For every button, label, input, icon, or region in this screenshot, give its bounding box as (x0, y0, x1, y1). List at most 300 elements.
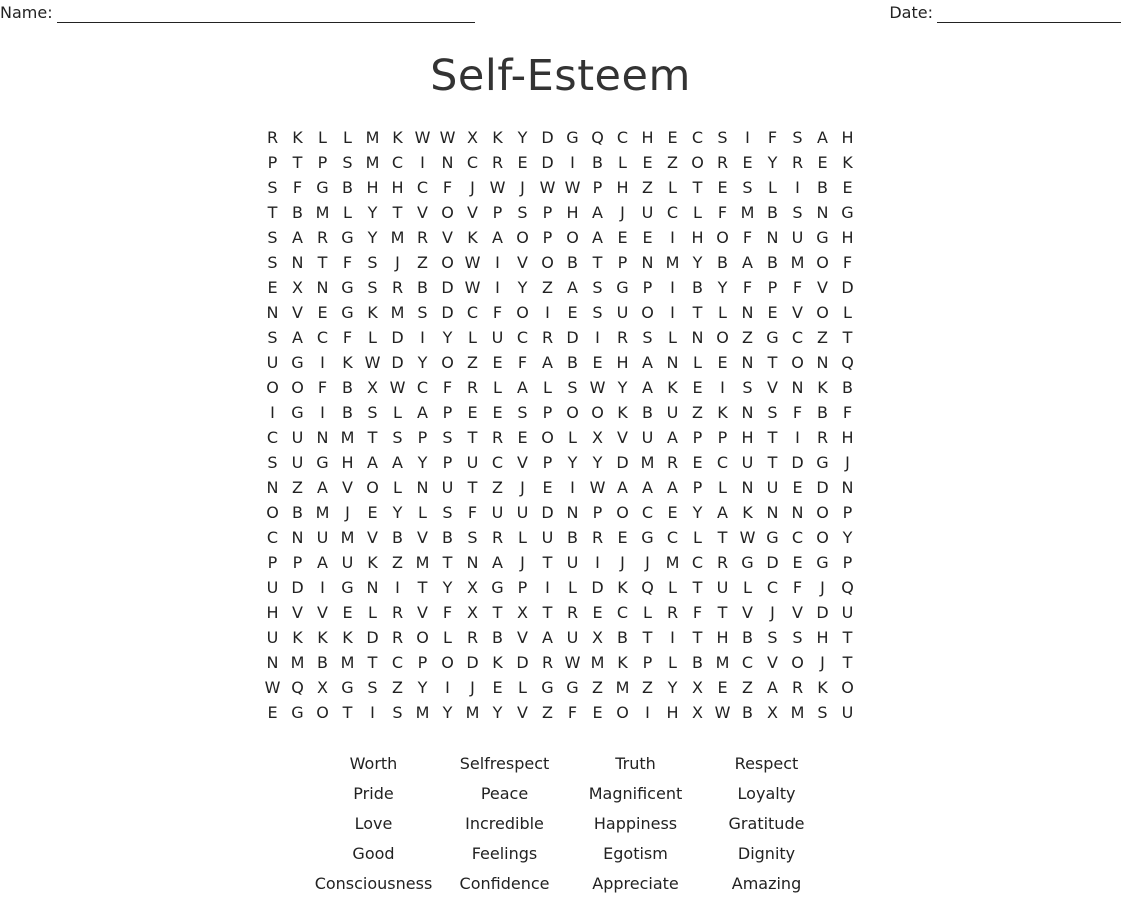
grid-letter[interactable]: O (566, 403, 579, 422)
grid-letter[interactable]: A (592, 228, 603, 247)
grid-letter[interactable]: O (791, 353, 804, 372)
grid-letter[interactable]: L (668, 328, 677, 347)
grid-letter[interactable]: O (441, 353, 454, 372)
grid-letter[interactable]: B (342, 178, 353, 197)
grid-letter[interactable]: N (741, 478, 754, 497)
grid-letter[interactable]: E (742, 153, 753, 172)
grid-letter[interactable]: U (541, 528, 554, 547)
grid-letter[interactable]: S (467, 528, 478, 547)
grid-letter[interactable]: I (270, 403, 275, 422)
grid-letter[interactable]: Z (817, 328, 828, 347)
grid-letter[interactable]: F (567, 703, 578, 722)
grid-letter[interactable]: S (342, 153, 353, 172)
grid-letter[interactable]: G (841, 203, 854, 222)
grid-letter[interactable]: T (542, 553, 553, 572)
grid-letter[interactable]: U (516, 503, 529, 522)
grid-letter[interactable]: K (292, 628, 303, 647)
grid-letter[interactable]: N (666, 353, 679, 372)
grid-letter[interactable]: H (341, 453, 354, 472)
grid-letter[interactable]: V (292, 603, 303, 622)
grid-letter[interactable]: B (392, 528, 403, 547)
grid-letter[interactable]: Q (841, 578, 854, 597)
grid-letter[interactable]: D (441, 303, 454, 322)
grid-letter[interactable]: I (670, 628, 675, 647)
grid-letter[interactable]: V (517, 253, 528, 272)
grid-letter[interactable]: H (566, 203, 579, 222)
grid-letter[interactable]: R (491, 428, 504, 447)
grid-letter[interactable]: L (768, 178, 777, 197)
grid-letter[interactable]: R (391, 603, 404, 622)
grid-letter[interactable]: S (442, 428, 453, 447)
grid-letter[interactable]: G (341, 578, 354, 597)
grid-letter[interactable]: M (315, 203, 330, 222)
grid-letter[interactable]: B (417, 278, 428, 297)
grid-letter[interactable]: Z (642, 178, 653, 197)
grid-letter[interactable]: O (366, 478, 379, 497)
grid-letter[interactable]: S (267, 253, 278, 272)
grid-letter[interactable]: C (666, 203, 679, 222)
grid-letter[interactable]: S (392, 428, 403, 447)
grid-letter[interactable]: M (640, 453, 655, 472)
grid-letter[interactable]: F (692, 603, 703, 622)
grid-letter[interactable]: L (668, 178, 677, 197)
grid-letter[interactable]: S (592, 278, 603, 297)
grid-letter[interactable]: G (316, 453, 329, 472)
grid-letter[interactable]: O (641, 303, 654, 322)
grid-letter[interactable]: Q (841, 353, 854, 372)
grid-letter[interactable]: O (416, 628, 429, 647)
grid-letter[interactable]: C (516, 328, 529, 347)
grid-letter[interactable]: Z (417, 253, 428, 272)
grid-letter[interactable]: V (767, 378, 778, 397)
grid-letter[interactable]: E (467, 403, 478, 422)
grid-letter[interactable]: L (518, 678, 527, 697)
grid-letter[interactable]: V (617, 428, 628, 447)
grid-letter[interactable]: Y (517, 278, 528, 297)
grid-letter[interactable]: T (717, 603, 728, 622)
grid-letter[interactable]: T (392, 203, 403, 222)
grid-letter[interactable]: C (466, 303, 479, 322)
grid-letter[interactable]: M (390, 303, 405, 322)
grid-letter[interactable]: F (842, 253, 853, 272)
grid-letter[interactable]: K (367, 553, 378, 572)
grid-letter[interactable]: C (741, 653, 754, 672)
grid-letter[interactable]: X (592, 628, 603, 647)
grid-letter[interactable]: I (745, 128, 750, 147)
grid-letter[interactable]: T (642, 628, 653, 647)
grid-letter[interactable]: C (716, 453, 729, 472)
grid-letter[interactable]: B (292, 503, 303, 522)
grid-letter[interactable]: S (367, 678, 378, 697)
grid-letter[interactable]: L (743, 578, 752, 597)
grid-letter[interactable]: R (541, 653, 554, 672)
grid-letter[interactable]: H (366, 178, 379, 197)
grid-letter[interactable]: R (716, 553, 729, 572)
grid-letter[interactable]: G (541, 678, 554, 697)
grid-letter[interactable]: I (795, 428, 800, 447)
grid-letter[interactable]: P (417, 428, 428, 447)
grid-letter[interactable]: E (717, 353, 728, 372)
grid-letter[interactable]: A (292, 328, 303, 347)
grid-letter[interactable]: A (617, 478, 628, 497)
grid-letter[interactable]: U (616, 303, 629, 322)
grid-letter[interactable]: B (717, 253, 728, 272)
grid-letter[interactable]: T (492, 603, 503, 622)
grid-letter[interactable]: M (790, 253, 805, 272)
grid-letter[interactable]: E (817, 153, 828, 172)
grid-letter[interactable]: U (741, 453, 754, 472)
grid-letter[interactable]: H (641, 128, 654, 147)
grid-letter[interactable]: P (417, 653, 428, 672)
grid-letter[interactable]: N (841, 478, 854, 497)
grid-letter[interactable]: T (542, 603, 553, 622)
grid-letter[interactable]: H (666, 703, 679, 722)
grid-letter[interactable]: T (842, 653, 853, 672)
grid-letter[interactable]: Y (567, 453, 578, 472)
grid-letter[interactable]: C (491, 453, 504, 472)
grid-letter[interactable]: N (741, 403, 754, 422)
grid-letter[interactable]: U (766, 478, 779, 497)
grid-letter[interactable]: S (367, 278, 378, 297)
grid-letter[interactable]: L (368, 603, 377, 622)
grid-letter[interactable]: F (317, 378, 328, 397)
grid-letter[interactable]: G (766, 328, 779, 347)
name-underline[interactable] (57, 6, 475, 23)
grid-letter[interactable]: O (716, 328, 729, 347)
grid-letter[interactable]: I (420, 328, 425, 347)
grid-letter[interactable]: X (467, 603, 478, 622)
grid-letter[interactable]: I (320, 353, 325, 372)
grid-letter[interactable]: J (645, 553, 650, 572)
grid-letter[interactable]: W (589, 478, 606, 497)
grid-letter[interactable]: V (792, 303, 803, 322)
grid-letter[interactable]: B (842, 378, 853, 397)
grid-letter[interactable]: P (592, 178, 603, 197)
grid-letter[interactable]: U (716, 578, 729, 597)
grid-letter[interactable]: F (767, 128, 778, 147)
grid-letter[interactable]: L (443, 628, 452, 647)
grid-letter[interactable]: G (816, 453, 829, 472)
grid-letter[interactable]: Y (592, 453, 603, 472)
grid-letter[interactable]: J (770, 603, 775, 622)
grid-letter[interactable]: C (791, 528, 804, 547)
grid-letter[interactable]: O (616, 503, 629, 522)
grid-letter[interactable]: M (665, 553, 680, 572)
grid-letter[interactable]: N (766, 228, 779, 247)
grid-letter[interactable]: H (841, 228, 854, 247)
grid-letter[interactable]: Z (392, 678, 403, 697)
grid-letter[interactable]: D (541, 128, 554, 147)
grid-letter[interactable]: R (541, 328, 554, 347)
grid-letter[interactable]: R (391, 628, 404, 647)
grid-letter[interactable]: S (642, 328, 653, 347)
grid-letter[interactable]: S (267, 453, 278, 472)
grid-letter[interactable]: N (316, 278, 329, 297)
grid-letter[interactable]: D (841, 278, 854, 297)
grid-letter[interactable]: P (517, 578, 528, 597)
grid-letter[interactable]: X (467, 578, 478, 597)
grid-letter[interactable]: U (491, 328, 504, 347)
grid-letter[interactable]: L (693, 353, 702, 372)
grid-letter[interactable]: N (741, 353, 754, 372)
grid-letter[interactable]: A (542, 353, 553, 372)
grid-letter[interactable]: D (391, 353, 404, 372)
grid-letter[interactable]: U (641, 203, 654, 222)
grid-letter[interactable]: F (492, 303, 503, 322)
grid-letter[interactable]: R (491, 528, 504, 547)
grid-letter[interactable]: C (316, 328, 329, 347)
grid-letter[interactable]: N (266, 653, 279, 672)
grid-letter[interactable]: E (492, 403, 503, 422)
grid-letter[interactable]: M (740, 203, 755, 222)
grid-letter[interactable]: F (342, 328, 353, 347)
grid-letter[interactable]: P (542, 203, 553, 222)
grid-letter[interactable]: O (816, 503, 829, 522)
grid-letter[interactable]: S (742, 378, 753, 397)
grid-letter[interactable]: J (470, 178, 475, 197)
grid-letter[interactable]: N (441, 153, 454, 172)
grid-letter[interactable]: T (717, 528, 728, 547)
grid-letter[interactable]: I (420, 153, 425, 172)
grid-letter[interactable]: V (817, 278, 828, 297)
grid-letter[interactable]: P (692, 478, 703, 497)
grid-letter[interactable]: R (816, 428, 829, 447)
grid-letter[interactable]: S (742, 178, 753, 197)
grid-letter[interactable]: G (491, 578, 504, 597)
grid-letter[interactable]: N (566, 503, 579, 522)
grid-letter[interactable]: T (417, 578, 428, 597)
grid-letter[interactable]: C (391, 153, 404, 172)
grid-letter[interactable]: Z (392, 553, 403, 572)
grid-letter[interactable]: Z (592, 678, 603, 697)
grid-letter[interactable]: B (592, 153, 603, 172)
grid-letter[interactable]: G (291, 403, 304, 422)
grid-letter[interactable]: T (467, 478, 478, 497)
grid-letter[interactable]: B (567, 528, 578, 547)
grid-letter[interactable]: S (417, 303, 428, 322)
grid-letter[interactable]: V (417, 203, 428, 222)
grid-letter[interactable]: Y (417, 678, 428, 697)
grid-letter[interactable]: C (616, 603, 629, 622)
grid-letter[interactable]: D (766, 553, 779, 572)
grid-letter[interactable]: H (841, 428, 854, 447)
grid-letter[interactable]: V (767, 653, 778, 672)
grid-letter[interactable]: N (316, 428, 329, 447)
grid-letter[interactable]: F (742, 228, 753, 247)
grid-letter[interactable]: S (367, 403, 378, 422)
grid-letter[interactable]: D (591, 578, 604, 597)
grid-letter[interactable]: M (615, 678, 630, 697)
grid-letter[interactable]: M (390, 228, 405, 247)
grid-letter[interactable]: Y (417, 353, 428, 372)
grid-letter[interactable]: I (670, 278, 675, 297)
grid-letter[interactable]: P (492, 203, 503, 222)
grid-letter[interactable]: O (516, 303, 529, 322)
grid-letter[interactable]: B (767, 253, 778, 272)
grid-letter[interactable]: W (564, 653, 581, 672)
grid-letter[interactable]: H (616, 353, 629, 372)
grid-letter[interactable]: H (391, 178, 404, 197)
grid-letter[interactable]: E (267, 278, 278, 297)
grid-letter[interactable]: A (742, 253, 753, 272)
grid-letter[interactable]: C (616, 128, 629, 147)
grid-letter[interactable]: J (520, 553, 525, 572)
grid-letter[interactable]: K (717, 403, 728, 422)
grid-letter[interactable]: O (316, 703, 329, 722)
grid-letter[interactable]: M (415, 703, 430, 722)
grid-letter[interactable]: L (693, 528, 702, 547)
grid-letter[interactable]: N (741, 303, 754, 322)
grid-letter[interactable]: S (792, 628, 803, 647)
grid-letter[interactable]: Y (492, 703, 503, 722)
grid-letter[interactable]: G (316, 178, 329, 197)
grid-letter[interactable]: S (367, 253, 378, 272)
grid-letter[interactable]: G (741, 553, 754, 572)
grid-letter[interactable]: X (767, 703, 778, 722)
grid-letter[interactable]: O (441, 203, 454, 222)
grid-letter[interactable]: E (792, 553, 803, 572)
grid-letter[interactable]: B (567, 253, 578, 272)
grid-letter[interactable]: R (491, 153, 504, 172)
grid-letter[interactable]: P (542, 403, 553, 422)
grid-letter[interactable]: B (692, 278, 703, 297)
grid-letter[interactable]: L (568, 578, 577, 597)
grid-letter[interactable]: W (464, 253, 481, 272)
grid-letter[interactable]: I (570, 478, 575, 497)
grid-letter[interactable]: A (767, 678, 778, 697)
grid-letter[interactable]: P (442, 453, 453, 472)
grid-letter[interactable]: O (266, 503, 279, 522)
grid-letter[interactable]: O (516, 228, 529, 247)
grid-letter[interactable]: Y (692, 503, 703, 522)
grid-letter[interactable]: L (843, 303, 852, 322)
grid-letter[interactable]: I (395, 578, 400, 597)
grid-letter[interactable]: P (717, 428, 728, 447)
grid-letter[interactable]: Z (542, 703, 553, 722)
grid-letter[interactable]: D (566, 328, 579, 347)
grid-letter[interactable]: M (790, 703, 805, 722)
grid-letter[interactable]: P (267, 153, 278, 172)
grid-letter[interactable]: L (718, 303, 727, 322)
grid-letter[interactable]: I (545, 303, 550, 322)
grid-letter[interactable]: N (291, 253, 304, 272)
grid-letter[interactable]: G (341, 278, 354, 297)
grid-letter[interactable]: S (392, 703, 403, 722)
grid-letter[interactable]: P (692, 428, 703, 447)
grid-letter[interactable]: O (541, 253, 554, 272)
grid-letter[interactable]: S (767, 403, 778, 422)
grid-letter[interactable]: W (464, 278, 481, 297)
grid-letter[interactable]: E (667, 503, 678, 522)
grid-letter[interactable]: I (595, 553, 600, 572)
grid-letter[interactable]: P (842, 503, 853, 522)
grid-letter[interactable]: V (467, 203, 478, 222)
grid-letter[interactable]: H (841, 128, 854, 147)
grid-letter[interactable]: X (467, 128, 478, 147)
grid-letter[interactable]: J (620, 553, 625, 572)
grid-letter[interactable]: L (643, 603, 652, 622)
grid-letter[interactable]: M (465, 703, 480, 722)
grid-letter[interactable]: Z (542, 278, 553, 297)
grid-letter[interactable]: L (393, 403, 402, 422)
grid-letter[interactable]: M (340, 428, 355, 447)
grid-letter[interactable]: O (441, 653, 454, 672)
grid-letter[interactable]: W (714, 703, 731, 722)
grid-letter[interactable]: T (842, 628, 853, 647)
grid-letter[interactable]: X (692, 703, 703, 722)
grid-letter[interactable]: Y (717, 278, 728, 297)
grid-letter[interactable]: S (442, 503, 453, 522)
grid-letter[interactable]: E (267, 703, 278, 722)
grid-letter[interactable]: E (717, 678, 728, 697)
grid-letter[interactable]: U (666, 403, 679, 422)
grid-letter[interactable]: O (591, 403, 604, 422)
grid-letter[interactable]: E (542, 478, 553, 497)
grid-letter[interactable]: Q (291, 678, 304, 697)
grid-letter[interactable]: O (791, 653, 804, 672)
grid-letter[interactable]: F (792, 403, 803, 422)
grid-letter[interactable]: M (340, 528, 355, 547)
grid-letter[interactable]: L (668, 653, 677, 672)
grid-letter[interactable]: U (266, 353, 279, 372)
grid-letter[interactable]: A (567, 278, 578, 297)
grid-letter[interactable]: I (495, 253, 500, 272)
grid-letter[interactable]: C (691, 128, 704, 147)
grid-letter[interactable]: Y (442, 328, 453, 347)
grid-letter[interactable]: E (567, 303, 578, 322)
grid-letter[interactable]: N (266, 303, 279, 322)
grid-letter[interactable]: L (693, 203, 702, 222)
grid-letter[interactable]: K (817, 678, 828, 697)
grid-letter[interactable]: V (417, 603, 428, 622)
grid-letter[interactable]: I (595, 328, 600, 347)
grid-letter[interactable]: H (266, 603, 279, 622)
grid-letter[interactable]: F (442, 603, 453, 622)
grid-letter[interactable]: I (370, 703, 375, 722)
grid-letter[interactable]: C (391, 653, 404, 672)
grid-letter[interactable]: D (441, 278, 454, 297)
grid-letter[interactable]: Y (842, 528, 853, 547)
grid-letter[interactable]: O (841, 678, 854, 697)
grid-letter[interactable]: E (767, 303, 778, 322)
grid-letter[interactable]: L (718, 478, 727, 497)
grid-letter[interactable]: X (692, 678, 703, 697)
grid-letter[interactable]: F (292, 178, 303, 197)
grid-letter[interactable]: E (642, 228, 653, 247)
grid-letter[interactable]: U (266, 578, 279, 597)
grid-letter[interactable]: V (517, 453, 528, 472)
grid-letter[interactable]: S (767, 628, 778, 647)
grid-letter[interactable]: A (642, 478, 653, 497)
grid-letter[interactable]: K (467, 228, 478, 247)
grid-letter[interactable]: T (767, 428, 778, 447)
grid-letter[interactable]: G (341, 678, 354, 697)
grid-letter[interactable]: D (541, 503, 554, 522)
grid-letter[interactable]: K (317, 628, 328, 647)
grid-letter[interactable]: L (518, 528, 527, 547)
grid-letter[interactable]: W (264, 678, 281, 697)
grid-letter[interactable]: M (665, 253, 680, 272)
grid-letter[interactable]: O (691, 153, 704, 172)
grid-letter[interactable]: V (517, 628, 528, 647)
grid-letter[interactable]: S (267, 328, 278, 347)
grid-letter[interactable]: B (742, 628, 753, 647)
grid-letter[interactable]: G (341, 228, 354, 247)
grid-letter[interactable]: C (691, 553, 704, 572)
grid-letter[interactable]: N (791, 503, 804, 522)
grid-letter[interactable]: U (566, 628, 579, 647)
grid-letter[interactable]: G (291, 703, 304, 722)
